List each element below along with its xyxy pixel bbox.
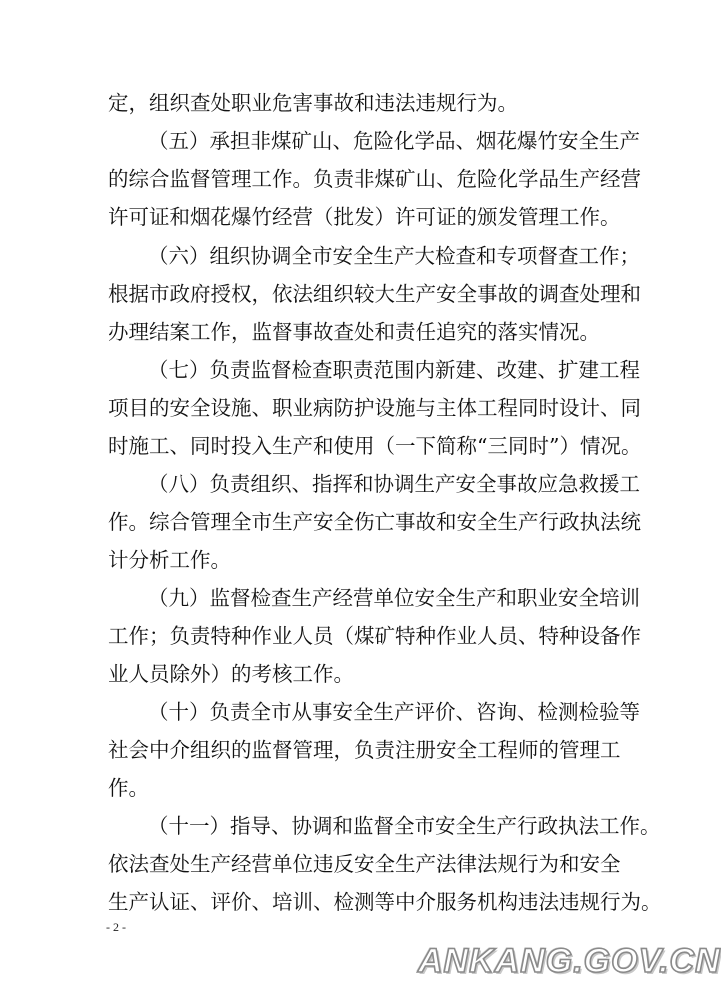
text-line: 根据市政府授权，依法组织较大生产安全事故的调查处理和 (108, 282, 641, 306)
text-line: 作。 (108, 776, 149, 800)
text-line: 的综合监督管理工作。负责非煤矿山、危险化学品生产经营 (108, 167, 641, 191)
page-number: - 2 - (106, 920, 126, 934)
text-line: 依法查处生产经营单位违反安全生产法律法规行为和安全 (108, 852, 621, 876)
text-line: 计分析工作。 (108, 548, 231, 572)
paragraph-start-line: （七）负责监督检查职责范围内新建、改建、扩建工程 (148, 358, 640, 382)
paragraph-start-line: （九）监督检查生产经营单位安全生产和职业安全培训 (148, 586, 640, 610)
paragraph-start-line: （十）负责全市从事安全生产评价、咨询、检测检验等 (148, 700, 640, 724)
text-line: 时施工、同时投入生产和使用（一下简称“三同时”）情况。 (108, 434, 642, 458)
text-line: 作。综合管理全市生产安全伤亡事故和安全生产行政执法统 (108, 510, 641, 534)
text-line: 办理结案工作，监督事故查处和责任追究的落实情况。 (108, 320, 600, 344)
text-line: 工作；负责特种作业人员（煤矿特种作业人员、特种设备作 (108, 624, 641, 648)
text-line: 许可证和烟花爆竹经营（批发）许可证的颁发管理工作。 (108, 205, 621, 229)
paragraph-start-line: （八）负责组织、指挥和协调生产安全事故应急救援工 (148, 472, 640, 496)
paragraph-start-line: （六）组织协调全市安全生产大检查和专项督查工作； (148, 244, 640, 268)
site-watermark: ANKANG.GOV.CN (418, 942, 721, 980)
text-line: 业人员除外）的考核工作。 (108, 662, 354, 686)
text-line: 定，组织查处职业危害事故和违法违规行为。 (108, 91, 518, 115)
text-line: 社会中介组织的监督管理，负责注册安全工程师的管理工 (108, 738, 621, 762)
text-line: 项目的安全设施、职业病防护设施与主体工程同时设计、同 (108, 396, 641, 420)
text-line: 生产认证、评价、培训、检测等中介服务机构违法违规行为。 (108, 890, 662, 914)
paragraph-start-line: （十一）指导、协调和监督全市安全生产行政执法工作。 (148, 814, 661, 838)
paragraph-start-line: （五）承担非煤矿山、危险化学品、烟花爆竹安全生产 (148, 129, 640, 153)
